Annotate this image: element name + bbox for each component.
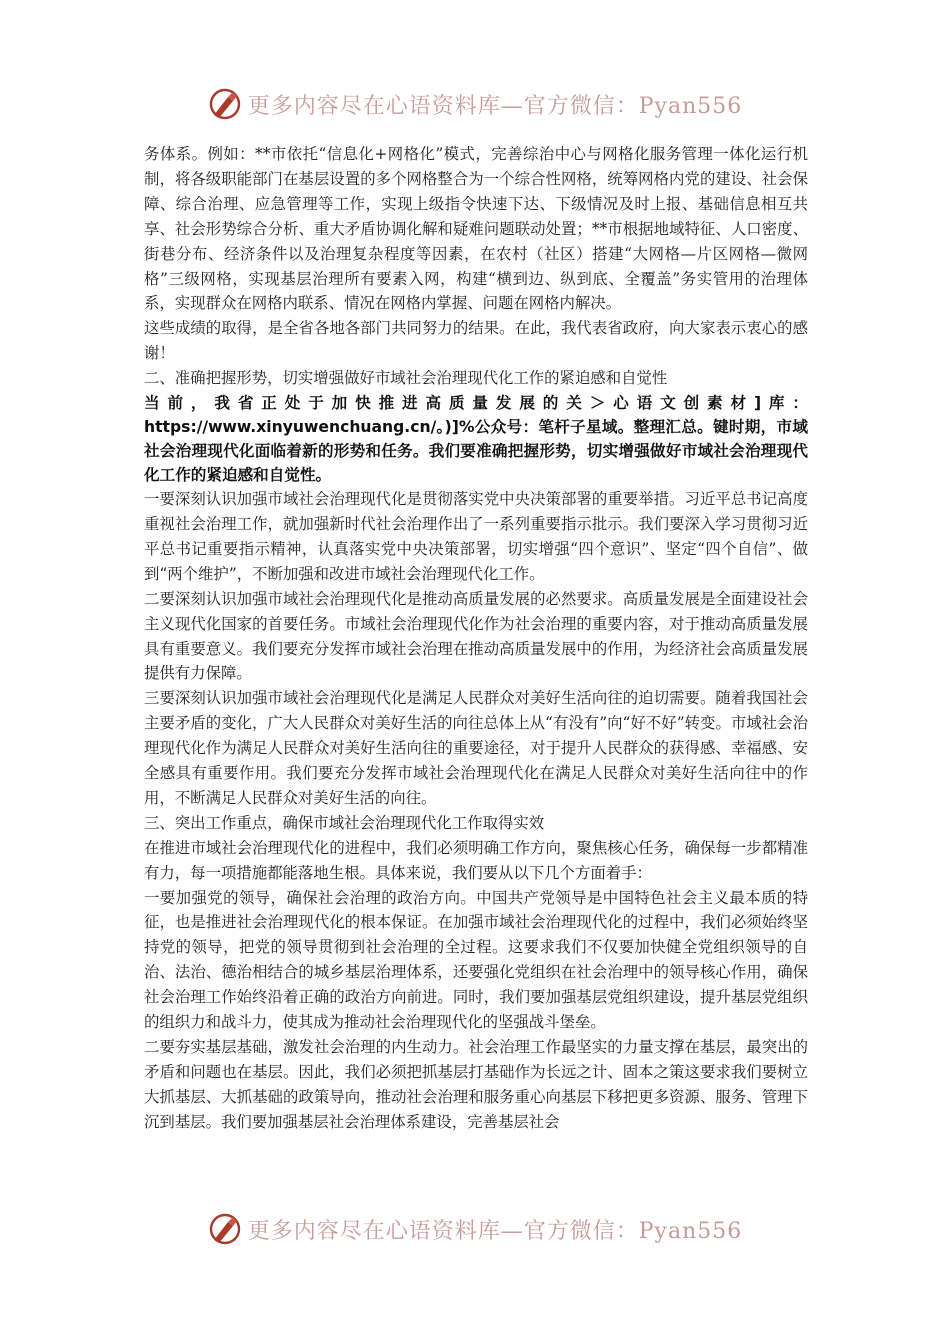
watermark-banner-top — [0, 82, 950, 126]
paragraph: 二要夯实基层基础，激发社会治理的内生动力。社会治理工作最坚实的力量支撑在基层，最突出的矛盾和问题也在基层。因此，我们必须把抓基层打基础作为长远之计、固本之策这要求我们要树立大抓基层、大抓基础的政策导向，推动社会治理和服务重心向基层下移把更多资源、服务、管理下沉到基层。我们要加强基层社会治理体系建设，完善基层社会 — [144, 1038, 808, 1131]
paragraph: 二要深刻认识加强市域社会治理现代化是推动高质量发展的必然要求。高质量发展是全面建设社会主义现代化国家的首要任务。市域社会治理现代化作为社会治理的重要内容，对于推动高质量发展具有重要意义。我们要充分发挥市域社会治理在推动高质量发展中的作用，为经济社会高质量发展提供有力保障。 — [144, 589, 808, 683]
watermark-text: 更多内容尽在心语资料库—官方微信：Pyan556 — [247, 93, 743, 119]
document-body — [144, 142, 808, 1135]
paragraph: 务体系。例如：**市依托“信息化+网格化”模式，完善综治中心与网格化服务管理一体化运行机制，将各级职能部门在基层设置的多个网格整合为一个综合性网格，统筹网格内党的建设、社会保障、综合治理、应急管理等工作，实现上级指令快速下达、下级情况及时上报、基础信息相互共享、社会形势综合分析、重大矛盾协调化解和疑难问题联动处置；**市根据地域特征、人口密度、街巷分布、经济条件以及治理复杂程度等因素，在农村（社区）搭建“大网格—片区网格—微网格”三级网格，实现基层治理所有要素入网，构建“横到边、纵到底、全覆盖”务实管用的治理体系，实现群众在网格内联系、情况在网格内掌握、问题在网格内解决。 — [144, 145, 808, 313]
paragraph: 在推进市域社会治理现代化的进程中，我们必须明确工作方向，聚焦核心任务，确保每一步都精准有力，每一项措施都能落地生根。具体来说，我们要从以下几个方面着手： — [144, 838, 808, 882]
watermark-banner-bottom — [0, 1207, 950, 1251]
bold-paragraph: 当前，我省正处于加快推进高质量发展的关＞心语文创素材]库：https://www.xinyuwenchuang.cn/。)]%公众号：笔杆子星域。整理汇总。键时期，市域社会治理现代化面临着新的形势和任务。我们要准确把握形势，切实增强做好市域社会治理现代化工作的紧迫感和自觉性。 — [144, 394, 808, 485]
section-heading: 二、准确把握形势，切实增强做好市域社会治理现代化工作的紧迫感和自觉性 — [144, 369, 668, 388]
paragraph: 这些成绩的取得，是全省各地各部门共同努力的结果。在此，我代表省政府，向大家表示衷心的感谢！ — [144, 319, 808, 363]
paragraph: 一要加强党的领导，确保社会治理的政治方向。中国共产党领导是中国特色社会主义最本质的特征，也是推进社会治理现代化的根本保证。在加强市域社会治理现代化的过程中，我们必须始终坚持党的领导，把党的领导贯彻到社会治理的全过程。这要求我们不仅要加快健全党组织领导的自治、法治、德治相结合的城乡基层治理体系，还要强化党组织在社会治理中的领导核心作用，确保社会治理工作始终沿着正确的政治方向前进。同时，我们要加强基层党组织建设，提升基层党组织的组织力和战斗力，使其成为推动社会治理现代化的坚强战斗堡垒。 — [144, 888, 808, 1032]
paragraph: 三要深刻认识加强市域社会治理现代化是满足人民群众对美好生活向往的迫切需要。随着我国社会主要矛盾的变化，广大人民群众对美好生活的向往总体上从“有没有”向“好不好”转变。市域社会治理现代化作为满足人民群众对美好生活向往的重要途径，对于提升人民群众的获得感、幸福感、安全感具有重要作用。我们要充分发挥市域社会治理现代化在满足人民群众对美好生活向往中的作用，不断满足人民群众对美好生活的向往。 — [144, 689, 808, 807]
paragraph: 一要深刻认识加强市域社会治理现代化是贯彻落实党中央决策部署的重要举措。习近平总书记高度重视社会治理工作，就加强新时代社会治理作出了一系列重要指示批示。我们要深入学习贯彻习近平总书记重要指示精神，认真落实党中央决策部署，切实增强“四个意识”、坚定“四个自信”、做到“两个维护”，不断加强和改进市域社会治理现代化工作。 — [144, 490, 808, 583]
watermark-text: 更多内容尽在心语资料库—官方微信：Pyan556 — [247, 1218, 743, 1244]
pen-nib-icon — [208, 1212, 242, 1246]
pen-nib-icon — [208, 87, 242, 121]
section-heading: 三、突出工作重点，确保市域社会治理现代化工作取得实效 — [144, 813, 545, 832]
